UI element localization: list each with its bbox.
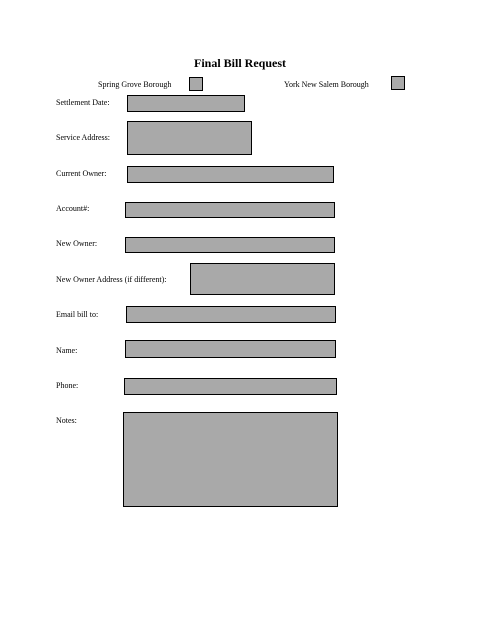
page-title: Final Bill Request [193, 56, 286, 70]
settlement-date-field[interactable] [127, 95, 245, 112]
account-number-label: Account#: [56, 204, 90, 213]
york-new-salem-borough-checkbox[interactable] [391, 76, 405, 90]
current-owner-label: Current Owner: [56, 169, 107, 178]
account-number-field[interactable] [125, 202, 335, 218]
service-address-field[interactable] [127, 121, 252, 155]
spring-grove-borough-checkbox[interactable] [189, 77, 203, 91]
settlement-date-label: Settlement Date: [56, 98, 110, 107]
phone-label: Phone: [56, 381, 79, 390]
spring-grove-borough-label: Spring Grove Borough [98, 80, 172, 89]
notes-field[interactable] [123, 412, 338, 507]
york-new-salem-borough-label: York New Salem Borough [284, 80, 369, 89]
new-owner-address-field[interactable] [190, 263, 335, 295]
phone-field[interactable] [124, 378, 337, 395]
service-address-label: Service Address: [56, 133, 110, 142]
notes-label: Notes: [56, 416, 77, 425]
new-owner-field[interactable] [125, 237, 335, 253]
email-bill-to-field[interactable] [126, 306, 336, 323]
new-owner-label: New Owner: [56, 239, 98, 248]
email-bill-to-label: Email bill to: [56, 310, 99, 319]
name-field[interactable] [125, 340, 336, 358]
new-owner-address-label: New Owner Address (if different): [56, 275, 167, 284]
name-label: Name: [56, 346, 78, 355]
current-owner-field[interactable] [127, 166, 334, 183]
